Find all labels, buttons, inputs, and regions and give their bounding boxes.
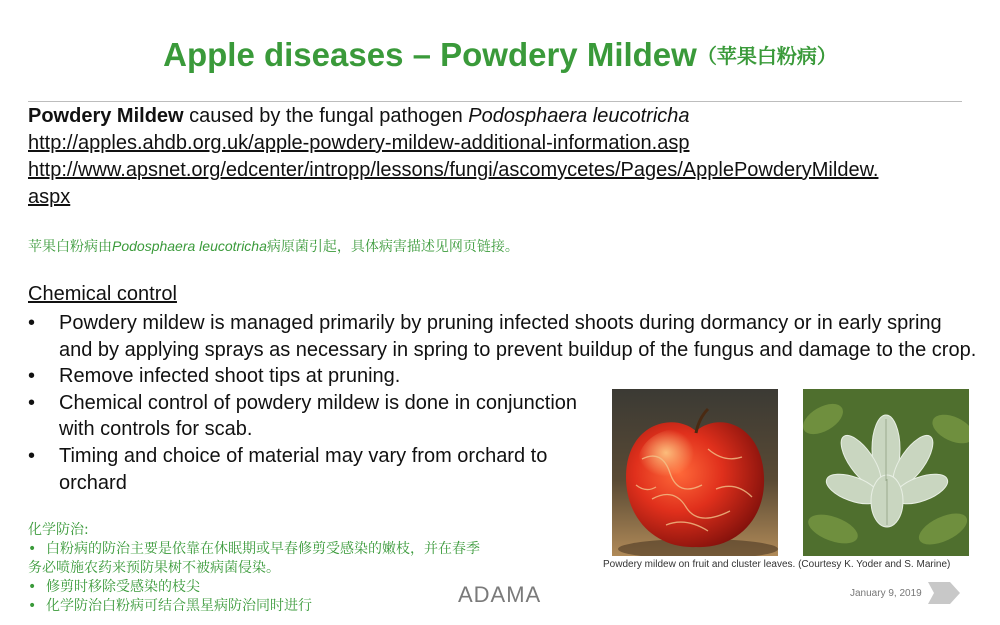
ahdb-link[interactable]: http://apples.ahdb.org.uk/apple-powdery-mildew-additional-information.asp [28,132,690,154]
slide-title [0,36,1000,74]
pathogen-name: Podosphaera leucotricha [468,105,690,127]
cn-bullet-glyph: • [28,541,37,557]
cn-item-text: 白粉病的防治主要是依靠在休眠期或早春修剪受感染的嫩枝，并在春季 [46,541,480,557]
bullet-text: Chemical control of powdery mildew is done in conjunction with controls for scab. [59,391,578,441]
cn-item [28,540,588,559]
cn-bullet-glyph: • [28,579,37,595]
bullet-text: Remove infected shoot tips at pruning. [59,365,401,388]
photo-caption: Powdery mildew on fruit and cluster leaves. (Courtesy K. Yoder and S. Marine) [603,559,951,570]
apsnet-link-line-2: aspx [28,186,71,208]
apsnet-link-line-1: http://www.apsnet.org/edcenter/intropp/lessons/fungi/ascomycetes/Pages/ApplePowderyMildew. [28,159,879,181]
cn-item-continuation: 务必喷施农药来预防果树不被病菌侵染。 [28,560,280,576]
bullet-glyph: • [28,365,36,388]
apple-fruit-image [612,389,778,556]
bullet-item [28,443,619,496]
bullet-glyph: • [28,391,36,414]
bullet-item [28,310,978,363]
arrow-shape-icon [926,580,962,606]
adama-logo: ADAMA [458,582,542,607]
bullet-glyph: • [28,444,36,467]
lead-sentence [28,103,978,130]
cn-item-text: 修剪时移除受感染的枝尖 [46,579,200,595]
title-english: Apple diseases – Powdery Mildew [163,36,697,73]
cluster-leaves-photo [803,389,969,556]
bullet-item [28,363,978,390]
apple-fruit-photo [612,389,778,556]
cn-note-pathogen: Podosphaera leucotricha [112,238,267,254]
slide-date: January 9, 2019 [850,588,922,599]
cn-note-after: 病原菌引起，具体病害描述见网页链接。 [266,239,519,255]
lead-paragraph [28,103,978,211]
apsnet-link[interactable] [28,157,978,211]
section-heading: Chemical control [28,283,177,305]
bullet-glyph: • [28,312,36,334]
cn-heading: 化学防治: [28,522,89,538]
bullet-text: Powdery mildew is managed primarily by pruning infected shoots during dormancy or in early spring and by applying sprays as necessary in spring to prevent buildup of the fungus and damage to the crop. [59,312,977,361]
cn-note-before: 苹果白粉病由 [28,239,112,255]
bullet-item [28,390,579,443]
lead-text: caused by the fungal pathogen [183,105,469,127]
cn-bullet-glyph: • [28,598,37,614]
cn-item-text: 化学防治白粉病可结合黑星病防治同时进行 [46,598,312,614]
disease-name: Powdery Mildew [28,105,184,127]
chinese-summary-note [28,236,519,256]
title-chinese: （苹果白粉病） [696,46,837,68]
bullet-text: Timing and choice of material may vary from orchard to orchard [59,444,548,494]
title-divider [28,101,962,102]
next-arrow-icon [926,580,962,611]
cluster-leaves-image [803,389,969,556]
